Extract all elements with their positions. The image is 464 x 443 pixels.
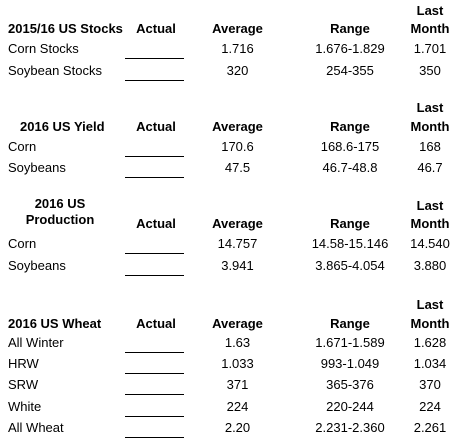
header-row [0, 19, 464, 39]
last-month-header: Last [416, 100, 444, 115]
table-row [0, 397, 464, 417]
average-header: Average [212, 21, 263, 36]
average-header: Average [212, 216, 263, 231]
actual-blank [125, 373, 184, 374]
table-row [0, 333, 464, 353]
actual-blank [125, 58, 184, 59]
actual-blank [125, 253, 184, 254]
row-label: HRW [8, 356, 39, 371]
range-header: Range [330, 216, 370, 231]
range-header: Range [330, 119, 370, 134]
actual-header: Actual [136, 316, 176, 331]
table-row [0, 158, 464, 178]
actual-blank [125, 416, 184, 417]
table-row [0, 418, 464, 438]
section-title: 2016 US Wheat [8, 316, 102, 331]
average-value: 1.63 [224, 335, 251, 350]
section-title: 2016 US Yield [20, 119, 105, 134]
average-value: 2.20 [224, 420, 251, 435]
row-label: All Wheat [8, 420, 64, 435]
actual-blank [125, 80, 184, 81]
range-value: 1.671-1.589 [315, 335, 385, 350]
average-value: 47.5 [224, 160, 251, 175]
actual-blank [125, 437, 184, 438]
table-row [0, 137, 464, 157]
range-value: 254-355 [326, 63, 374, 78]
average-value: 1.033 [221, 356, 254, 371]
range-header: Range [330, 316, 370, 331]
table-row [0, 61, 464, 81]
actual-blank [125, 177, 184, 178]
average-value: 3.941 [221, 258, 254, 273]
last-month-value: 1.701 [413, 41, 447, 56]
last-month-header: Last [416, 198, 444, 213]
range-value: 2.231-2.360 [315, 420, 385, 435]
last-month-header: Last [416, 297, 444, 312]
table-row [0, 256, 464, 276]
row-label: Corn Stocks [8, 41, 79, 56]
average-header: Average [212, 119, 263, 134]
month-header: Month [410, 316, 450, 331]
table-row [0, 354, 464, 374]
last-month-value: 14.540 [410, 236, 450, 251]
range-value: 1.676-1.829 [315, 41, 385, 56]
range-value: 220-244 [326, 399, 374, 414]
row-label: Soybeans [8, 160, 66, 175]
row-label: White [8, 399, 42, 414]
last-month-value: 3.880 [413, 258, 447, 273]
actual-blank [125, 352, 184, 353]
section-title: 2015/16 US Stocks [8, 21, 123, 36]
row-label: All Winter [8, 335, 64, 350]
last-month-value: 350 [419, 63, 441, 78]
row-label: Corn [8, 236, 37, 251]
last-month-value: 1.034 [413, 356, 447, 371]
header-row [0, 117, 464, 137]
actual-header: Actual [136, 216, 176, 231]
range-value: 3.865-4.054 [315, 258, 385, 273]
average-value: 371 [226, 377, 249, 392]
range-value: 168.6-175 [320, 139, 380, 154]
last-month-header: Last Month [410, 3, 450, 36]
last-month-value: 168 [419, 139, 441, 154]
table-row [0, 39, 464, 59]
last-month-value: 224 [419, 399, 441, 414]
actual-blank [125, 275, 184, 276]
last-month-value: 46.7 [417, 160, 443, 175]
last-month-value: 1.628 [413, 335, 447, 350]
average-value: 224 [226, 399, 249, 414]
average-value: 170.6 [221, 139, 254, 154]
actual-blank [125, 156, 184, 157]
last-month-value: 2.261 [413, 420, 447, 435]
section-title: 2016 US Production [25, 196, 95, 227]
actual-blank [125, 394, 184, 395]
range-value: 46.7-48.8 [322, 160, 378, 175]
row-label: Corn [8, 139, 37, 154]
month-header: Month [410, 119, 450, 134]
range-header: Range [330, 21, 370, 36]
range-value: 993-1.049 [320, 356, 380, 371]
table-row [0, 234, 464, 254]
month-header: Month [410, 216, 450, 231]
row-label: SRW [8, 377, 39, 392]
range-value: 365-376 [326, 377, 374, 392]
row-label: Soybean Stocks [8, 63, 102, 78]
average-value: 320 [226, 63, 249, 78]
average-header: Average [212, 316, 263, 331]
table-row [0, 375, 464, 395]
header-row [0, 314, 464, 334]
average-value: 1.716 [221, 41, 254, 56]
row-label: Soybeans [8, 258, 66, 273]
last-month-value: 370 [419, 377, 441, 392]
header-row [0, 214, 464, 234]
range-value: 14.58-15.146 [311, 236, 389, 251]
average-value: 14.757 [217, 236, 258, 251]
actual-header: Actual [136, 21, 176, 36]
actual-header: Actual [136, 119, 176, 134]
